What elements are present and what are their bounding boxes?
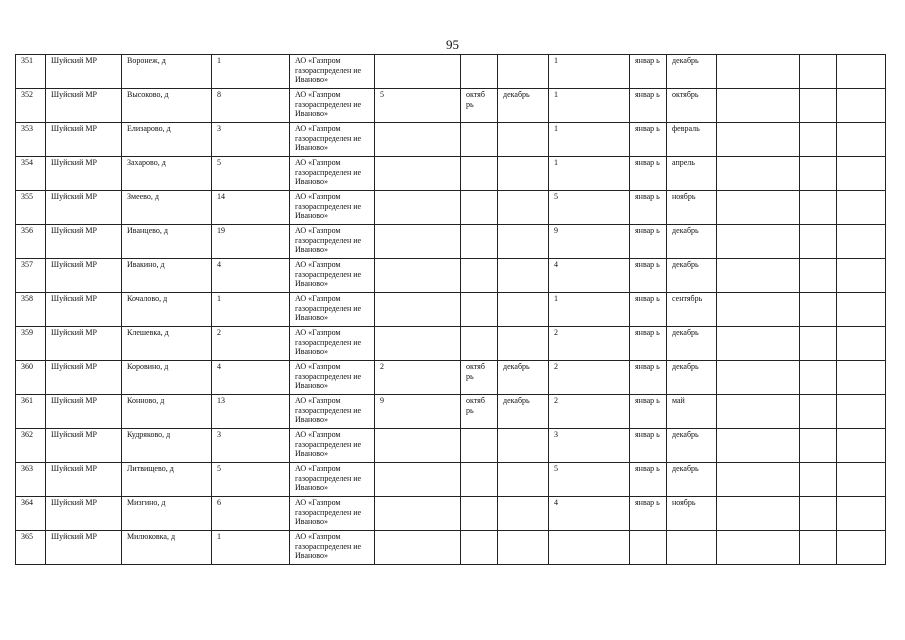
planned-count-cell <box>375 157 461 191</box>
row-number: 353 <box>16 123 46 157</box>
extra-cell-2 <box>800 327 837 361</box>
extra-cell-2 <box>800 89 837 123</box>
extra-cell-3 <box>837 497 886 531</box>
row-number: 357 <box>16 259 46 293</box>
row-number: 363 <box>16 463 46 497</box>
locality-cell: Ивакино, д <box>122 259 212 293</box>
row-number: 355 <box>16 191 46 225</box>
planned-count-cell <box>375 123 461 157</box>
row-number: 364 <box>16 497 46 531</box>
second-end-month-cell: апрель <box>667 157 717 191</box>
extra-cell-2 <box>800 395 837 429</box>
planned-count-cell: 9 <box>375 395 461 429</box>
row-number: 356 <box>16 225 46 259</box>
planned-count-cell <box>375 531 461 565</box>
count-cell: 1 <box>212 55 290 89</box>
second-count-cell: 4 <box>549 497 630 531</box>
second-count-cell: 1 <box>549 89 630 123</box>
second-end-month-cell: декабрь <box>667 259 717 293</box>
start-month-cell <box>461 191 498 225</box>
second-start-month-cell: январ ь <box>630 395 667 429</box>
end-month-cell <box>498 157 549 191</box>
locality-cell: Коровино, д <box>122 361 212 395</box>
start-month-cell <box>461 463 498 497</box>
district-cell: Шуйский МР <box>46 157 122 191</box>
planned-count-cell <box>375 293 461 327</box>
start-month-cell <box>461 429 498 463</box>
second-count-cell: 1 <box>549 157 630 191</box>
second-end-month-cell: декабрь <box>667 463 717 497</box>
district-cell: Шуйский МР <box>46 327 122 361</box>
start-month-cell <box>461 55 498 89</box>
second-count-cell: 1 <box>549 123 630 157</box>
start-month-cell <box>461 225 498 259</box>
district-cell: Шуйский МР <box>46 395 122 429</box>
organization-cell: АО «Газпром газораспределен ие Иваново» <box>290 327 375 361</box>
organization-cell: АО «Газпром газораспределен ие Иваново» <box>290 531 375 565</box>
locality-cell: Конново, д <box>122 395 212 429</box>
extra-cell-3 <box>837 463 886 497</box>
second-end-month-cell: декабрь <box>667 225 717 259</box>
extra-cell-2 <box>800 157 837 191</box>
district-cell: Шуйский МР <box>46 225 122 259</box>
planned-count-cell <box>375 463 461 497</box>
planned-count-cell <box>375 259 461 293</box>
second-count-cell: 9 <box>549 225 630 259</box>
second-start-month-cell: январ ь <box>630 327 667 361</box>
count-cell: 5 <box>212 463 290 497</box>
locality-cell: Высоково, д <box>122 89 212 123</box>
second-start-month-cell: январ ь <box>630 157 667 191</box>
extra-cell-1 <box>717 327 800 361</box>
second-start-month-cell: январ ь <box>630 463 667 497</box>
organization-cell: АО «Газпром газораспределен ие Иваново» <box>290 463 375 497</box>
extra-cell-2 <box>800 497 837 531</box>
extra-cell-2 <box>800 463 837 497</box>
start-month-cell: октяб рь <box>461 89 498 123</box>
locality-cell: Захарово, д <box>122 157 212 191</box>
row-number: 359 <box>16 327 46 361</box>
end-month-cell: декабрь <box>498 395 549 429</box>
extra-cell-1 <box>717 55 800 89</box>
second-end-month-cell: декабрь <box>667 327 717 361</box>
count-cell: 1 <box>212 531 290 565</box>
organization-cell: АО «Газпром газораспределен ие Иваново» <box>290 225 375 259</box>
row-number: 361 <box>16 395 46 429</box>
planned-count-cell: 5 <box>375 89 461 123</box>
table-row <box>16 531 886 565</box>
extra-cell-3 <box>837 225 886 259</box>
district-cell: Шуйский МР <box>46 361 122 395</box>
locality-cell: Литвищево, д <box>122 463 212 497</box>
count-cell: 14 <box>212 191 290 225</box>
count-cell: 2 <box>212 327 290 361</box>
row-number: 362 <box>16 429 46 463</box>
organization-cell: АО «Газпром газораспределен ие Иваново» <box>290 157 375 191</box>
end-month-cell <box>498 463 549 497</box>
locality-cell: Змеево, д <box>122 191 212 225</box>
district-cell: Шуйский МР <box>46 191 122 225</box>
extra-cell-3 <box>837 327 886 361</box>
table-row <box>16 259 886 293</box>
organization-cell: АО «Газпром газораспределен ие Иваново» <box>290 259 375 293</box>
table-row <box>16 225 886 259</box>
start-month-cell <box>461 157 498 191</box>
end-month-cell <box>498 293 549 327</box>
second-start-month-cell: январ ь <box>630 497 667 531</box>
start-month-cell <box>461 497 498 531</box>
table-row <box>16 497 886 531</box>
extra-cell-3 <box>837 123 886 157</box>
second-end-month-cell: февраль <box>667 123 717 157</box>
end-month-cell <box>498 497 549 531</box>
end-month-cell <box>498 55 549 89</box>
organization-cell: АО «Газпром газораспределен ие Иваново» <box>290 429 375 463</box>
locality-cell: Клешевка, д <box>122 327 212 361</box>
second-end-month-cell: декабрь <box>667 55 717 89</box>
count-cell: 19 <box>212 225 290 259</box>
district-cell: Шуйский МР <box>46 531 122 565</box>
second-start-month-cell <box>630 531 667 565</box>
planned-count-cell <box>375 225 461 259</box>
extra-cell-3 <box>837 157 886 191</box>
extra-cell-2 <box>800 361 837 395</box>
locality-cell: Елизарово, д <box>122 123 212 157</box>
start-month-cell <box>461 123 498 157</box>
extra-cell-1 <box>717 497 800 531</box>
extra-cell-2 <box>800 531 837 565</box>
second-end-month-cell: ноябрь <box>667 497 717 531</box>
district-cell: Шуйский МР <box>46 55 122 89</box>
second-start-month-cell: январ ь <box>630 191 667 225</box>
table-row <box>16 191 886 225</box>
row-number: 365 <box>16 531 46 565</box>
extra-cell-3 <box>837 395 886 429</box>
district-cell: Шуйский МР <box>46 429 122 463</box>
second-count-cell: 2 <box>549 327 630 361</box>
row-number: 351 <box>16 55 46 89</box>
second-count-cell: 1 <box>549 55 630 89</box>
second-count-cell: 2 <box>549 395 630 429</box>
second-start-month-cell: январ ь <box>630 89 667 123</box>
table-row <box>16 429 886 463</box>
extra-cell-1 <box>717 395 800 429</box>
locality-cell: Мизгино, д <box>122 497 212 531</box>
table-row <box>16 395 886 429</box>
end-month-cell: декабрь <box>498 361 549 395</box>
planned-count-cell <box>375 497 461 531</box>
start-month-cell <box>461 531 498 565</box>
extra-cell-1 <box>717 361 800 395</box>
extra-cell-1 <box>717 429 800 463</box>
extra-cell-1 <box>717 225 800 259</box>
second-start-month-cell: январ ь <box>630 259 667 293</box>
table-body <box>16 55 886 565</box>
locality-cell: Кочалово, д <box>122 293 212 327</box>
second-end-month-cell: декабрь <box>667 429 717 463</box>
extra-cell-1 <box>717 123 800 157</box>
extra-cell-3 <box>837 361 886 395</box>
extra-cell-3 <box>837 55 886 89</box>
count-cell: 1 <box>212 293 290 327</box>
second-count-cell: 5 <box>549 191 630 225</box>
organization-cell: АО «Газпром газораспределен ие Иваново» <box>290 89 375 123</box>
locality-cell: Кудряково, д <box>122 429 212 463</box>
count-cell: 5 <box>212 157 290 191</box>
second-count-cell <box>549 531 630 565</box>
table-row <box>16 327 886 361</box>
extra-cell-1 <box>717 89 800 123</box>
extra-cell-1 <box>717 191 800 225</box>
count-cell: 3 <box>212 429 290 463</box>
second-count-cell: 3 <box>549 429 630 463</box>
second-end-month-cell: ноябрь <box>667 191 717 225</box>
table-row <box>16 123 886 157</box>
end-month-cell: декабрь <box>498 89 549 123</box>
second-end-month-cell: октябрь <box>667 89 717 123</box>
second-start-month-cell: январ ь <box>630 293 667 327</box>
end-month-cell <box>498 191 549 225</box>
extra-cell-2 <box>800 225 837 259</box>
planned-count-cell <box>375 191 461 225</box>
extra-cell-1 <box>717 157 800 191</box>
second-count-cell: 1 <box>549 293 630 327</box>
count-cell: 6 <box>212 497 290 531</box>
extra-cell-2 <box>800 293 837 327</box>
table-row <box>16 89 886 123</box>
count-cell: 4 <box>212 259 290 293</box>
count-cell: 13 <box>212 395 290 429</box>
table-row <box>16 55 886 89</box>
start-month-cell: октяб рь <box>461 395 498 429</box>
table-row <box>16 361 886 395</box>
table-row <box>16 293 886 327</box>
start-month-cell <box>461 327 498 361</box>
extra-cell-1 <box>717 293 800 327</box>
extra-cell-1 <box>717 531 800 565</box>
extra-cell-1 <box>717 463 800 497</box>
extra-cell-3 <box>837 531 886 565</box>
district-cell: Шуйский МР <box>46 89 122 123</box>
end-month-cell <box>498 225 549 259</box>
second-count-cell: 5 <box>549 463 630 497</box>
extra-cell-3 <box>837 293 886 327</box>
count-cell: 4 <box>212 361 290 395</box>
extra-cell-1 <box>717 259 800 293</box>
organization-cell: АО «Газпром газораспределен ие Иваново» <box>290 395 375 429</box>
end-month-cell <box>498 531 549 565</box>
second-end-month-cell: май <box>667 395 717 429</box>
organization-cell: АО «Газпром газораспределен ие Иваново» <box>290 361 375 395</box>
second-start-month-cell: январ ь <box>630 123 667 157</box>
start-month-cell: октяб рь <box>461 361 498 395</box>
extra-cell-3 <box>837 259 886 293</box>
count-cell: 3 <box>212 123 290 157</box>
district-cell: Шуйский МР <box>46 497 122 531</box>
district-cell: Шуйский МР <box>46 123 122 157</box>
second-start-month-cell: январ ь <box>630 225 667 259</box>
end-month-cell <box>498 429 549 463</box>
planned-count-cell: 2 <box>375 361 461 395</box>
organization-cell: АО «Газпром газораспределен ие Иваново» <box>290 191 375 225</box>
page-number: 95 <box>446 37 459 52</box>
second-start-month-cell: январ ь <box>630 55 667 89</box>
planned-count-cell <box>375 55 461 89</box>
second-start-month-cell: январ ь <box>630 361 667 395</box>
row-number: 358 <box>16 293 46 327</box>
second-count-cell: 4 <box>549 259 630 293</box>
extra-cell-2 <box>800 191 837 225</box>
organization-cell: АО «Газпром газораспределен ие Иваново» <box>290 497 375 531</box>
second-count-cell: 2 <box>549 361 630 395</box>
district-cell: Шуйский МР <box>46 293 122 327</box>
district-cell: Шуйский МР <box>46 463 122 497</box>
start-month-cell <box>461 259 498 293</box>
extra-cell-2 <box>800 259 837 293</box>
end-month-cell <box>498 259 549 293</box>
row-number: 360 <box>16 361 46 395</box>
extra-cell-2 <box>800 429 837 463</box>
second-end-month-cell <box>667 531 717 565</box>
locality-cell: Иванцево, д <box>122 225 212 259</box>
row-number: 354 <box>16 157 46 191</box>
end-month-cell <box>498 123 549 157</box>
extra-cell-2 <box>800 123 837 157</box>
table-row <box>16 463 886 497</box>
extra-cell-3 <box>837 191 886 225</box>
organization-cell: АО «Газпром газораспределен ие Иваново» <box>290 123 375 157</box>
extra-cell-3 <box>837 429 886 463</box>
end-month-cell <box>498 327 549 361</box>
gasification-register-table <box>15 54 886 565</box>
locality-cell: Воронеж, д <box>122 55 212 89</box>
row-number: 352 <box>16 89 46 123</box>
second-end-month-cell: сентябрь <box>667 293 717 327</box>
planned-count-cell <box>375 429 461 463</box>
table-row <box>16 157 886 191</box>
count-cell: 8 <box>212 89 290 123</box>
district-cell: Шуйский МР <box>46 259 122 293</box>
locality-cell: Милюковка, д <box>122 531 212 565</box>
start-month-cell <box>461 293 498 327</box>
second-start-month-cell: январ ь <box>630 429 667 463</box>
extra-cell-3 <box>837 89 886 123</box>
second-end-month-cell: декабрь <box>667 361 717 395</box>
planned-count-cell <box>375 327 461 361</box>
extra-cell-2 <box>800 55 837 89</box>
organization-cell: АО «Газпром газораспределен ие Иваново» <box>290 55 375 89</box>
organization-cell: АО «Газпром газораспределен ие Иваново» <box>290 293 375 327</box>
